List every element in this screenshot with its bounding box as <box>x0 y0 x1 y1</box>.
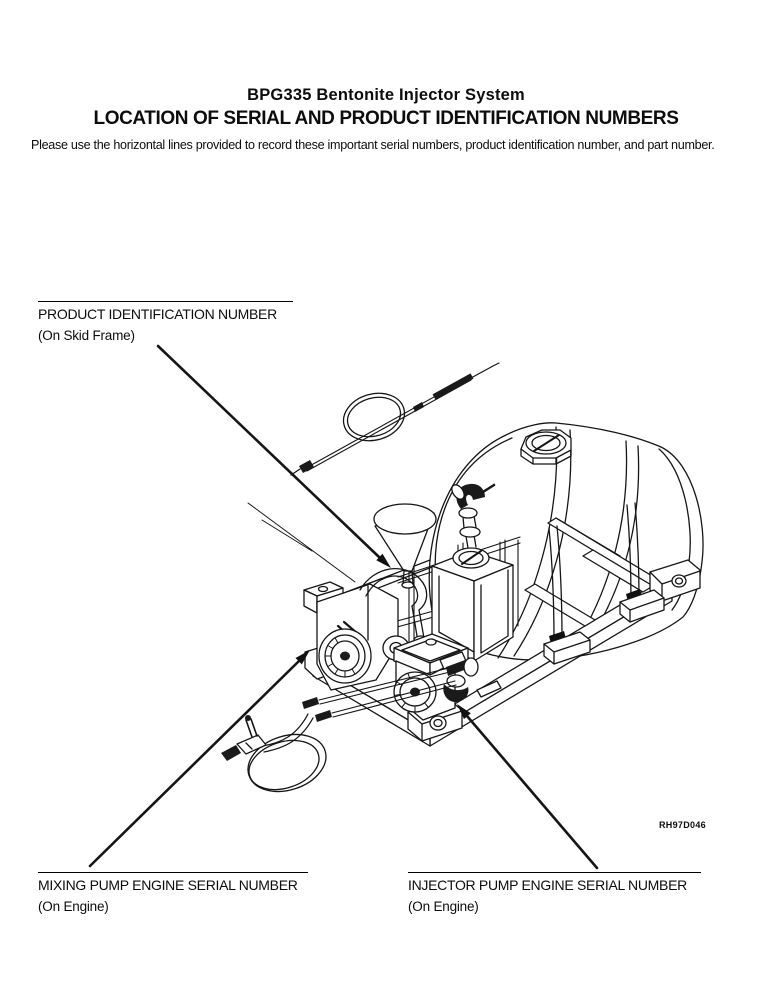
recoil-starter-mixing <box>319 629 371 683</box>
callout-sublabel: (On Skid Frame) <box>38 328 135 343</box>
callout-label: PRODUCT IDENTIFICATION NUMBER <box>38 306 277 322</box>
callout-product-id <box>38 301 293 345</box>
callout-sublabel: (On Engine) <box>38 899 109 914</box>
callout-label: MIXING PUMP ENGINE SERIAL NUMBER <box>38 877 298 893</box>
record-line-product-id <box>38 301 293 302</box>
arrow-injector-pump <box>457 704 597 868</box>
callout-label: INJECTOR PUMP ENGINE SERIAL NUMBER <box>408 877 687 893</box>
funnel <box>374 504 436 588</box>
page-heading: LOCATION OF SERIAL AND PRODUCT IDENTIFICATION NUMBERS <box>93 108 679 129</box>
injection-lance <box>291 363 499 475</box>
record-line-injector-pump <box>408 872 701 873</box>
callout-injector-pump <box>408 872 701 916</box>
arrow-mixing-pump <box>90 650 310 866</box>
arrow-product-id <box>158 346 391 568</box>
figure-code: RH97D046 <box>659 820 706 830</box>
record-line-mixing-pump <box>38 872 308 873</box>
intro-paragraph: Please use the horizontal lines provided to record these important serial numbers, product identification number, and part number. <box>31 138 715 152</box>
callout-mixing-pump <box>38 872 308 916</box>
callout-sublabel: (On Engine) <box>408 899 479 914</box>
ground-lines <box>248 503 355 582</box>
page-title: BPG335 Bentonite Injector System <box>247 86 525 104</box>
